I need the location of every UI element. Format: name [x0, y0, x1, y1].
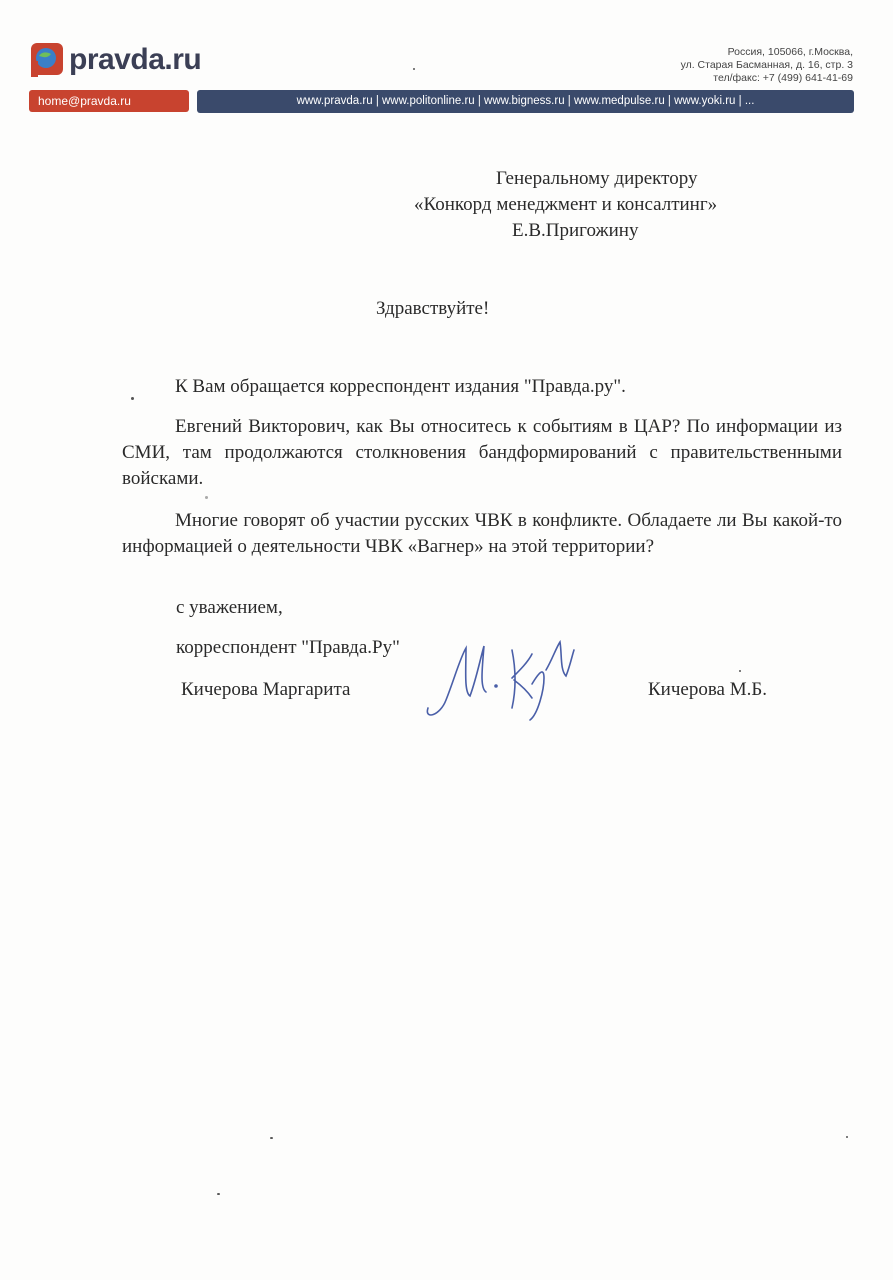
signer-full-name: Кичерова Маргарита — [181, 679, 351, 700]
pravda-logo — [29, 40, 201, 80]
signer-short-name: Кичерова М.Б. — [648, 679, 768, 700]
addressee-company: «Конкорд менеджмент и консалтинг» — [414, 194, 718, 215]
scan-speck — [413, 68, 415, 70]
scan-speck — [846, 1136, 848, 1138]
pravda-logo-icon — [29, 41, 65, 79]
address-line: Россия, 105066, г.Москва, — [727, 46, 853, 58]
site-links-bar: www.pravda.ru | www.politonline.ru | www.bigness.ru | www.medpulse.ru | www.yoki.ru | ... — [197, 90, 854, 113]
paragraph-question-pmc: Многие говорят об участии русских ЧВК в конфликте. Обладаете ли Вы какой-то информацией о деятельности ЧВК «Вагнер» на этой территории? — [122, 510, 842, 557]
scan-speck — [205, 496, 208, 499]
addressee-title: Генеральному директору — [496, 168, 698, 189]
scan-speck — [739, 670, 741, 672]
address-line: ул. Старая Басманная, д. 16, стр. 3 — [680, 59, 853, 71]
scan-speck — [270, 1137, 273, 1139]
addressee-name: Е.В.Пригожину — [512, 220, 639, 241]
logo-text: pravda.ru — [69, 43, 202, 76]
closing-correspondent: корреспондент "Правда.Ру" — [176, 637, 400, 658]
greeting: Здравствуйте! — [376, 298, 490, 319]
scan-speck — [131, 397, 134, 400]
sender-address — [681, 46, 853, 85]
closing-regards: с уважением, — [176, 597, 283, 618]
email-bar: home@pravda.ru — [29, 90, 189, 112]
phone-line: тел/факс: +7 (499) 641-41-69 — [713, 72, 853, 84]
paragraph-intro: К Вам обращается корреспондент издания "Правда.ру". — [175, 376, 626, 397]
paragraph-question-car: Евгений Викторович, как Вы относитесь к событиям в ЦАР? По информации из СМИ, там продолжаются столкновения бандформирований с правительственными войсками. — [122, 416, 842, 489]
addressee-block — [380, 166, 860, 244]
handwritten-signature — [420, 630, 585, 725]
scan-speck — [217, 1193, 220, 1195]
